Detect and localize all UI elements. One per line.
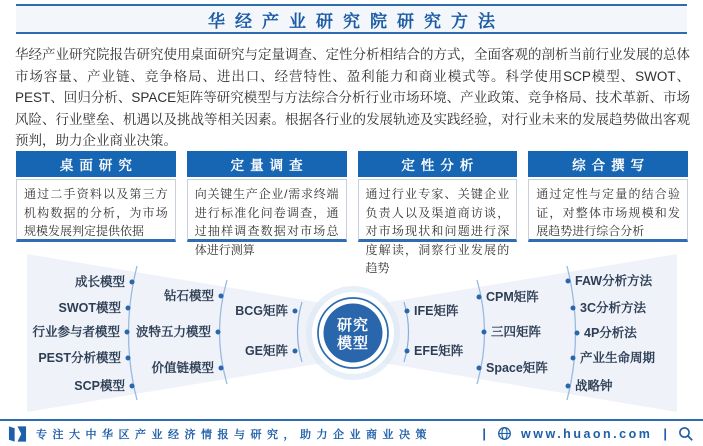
bullet-dot-icon bbox=[571, 306, 576, 311]
bullet-dot-icon bbox=[125, 330, 130, 335]
model-label-pest: PEST分析模型 bbox=[38, 351, 121, 365]
model-label-growth: 成长模型 bbox=[74, 275, 125, 289]
card-title: 定性分析 bbox=[358, 151, 518, 177]
globe-icon bbox=[497, 426, 512, 441]
model-label-cpm: CPM矩阵 bbox=[486, 290, 539, 304]
method-card-qualitative-analysis bbox=[358, 151, 518, 275]
card-title: 综合撰写 bbox=[528, 151, 688, 177]
intro-paragraph: 华经产业研究院报告研究使用桌面研究与定量调查、定性分析相结合的方式，全面客观的剖析当前行业发展的总体市场容量、产业链、竞争格局、进出口、经营特性、盈利能力和商业模式等。科学使用SCP模型、SWOT、PEST、回归分析、SPACE矩阵等研究模型与方法综合分析行业市场环境、产业政策、竞争格局、技术革新、市场风险、行业壁垒、机遇以及挑战等相关因素。根据各行业的发展轨迹及实践经验，对行业未来的发展趋势做出客观预判，助力企业商业决策。 bbox=[15, 47, 690, 148]
bullet-dot-icon bbox=[477, 366, 482, 371]
model-label-industry-lifecycle: 产业生命周期 bbox=[580, 351, 656, 365]
search-icon[interactable] bbox=[678, 426, 694, 442]
bullet-dot-icon bbox=[216, 330, 221, 335]
bullet-dot-icon bbox=[130, 384, 135, 389]
bullet-dot-icon bbox=[566, 279, 571, 284]
method-card-quantitative-survey bbox=[187, 151, 347, 257]
footer-slogan: 专注大中华区产业经济情报与研究，助力企业商业决策 bbox=[36, 428, 432, 441]
research-model-diagram bbox=[0, 250, 703, 416]
footer-right bbox=[480, 426, 694, 442]
page-title: 华经产业研究院研究方法 bbox=[208, 11, 505, 31]
footer-separator: | bbox=[482, 426, 486, 441]
bullet-dot-icon bbox=[405, 349, 410, 354]
model-label-strategy-clock: 战略钟 bbox=[575, 379, 613, 393]
model-label-five-forces: 波特五力模型 bbox=[135, 325, 211, 339]
model-label-space: Space矩阵 bbox=[486, 361, 548, 375]
bullet-dot-icon bbox=[293, 349, 298, 354]
model-label-3c: 3C分析方法 bbox=[580, 301, 646, 315]
model-label-three-four: 三四矩阵 bbox=[491, 325, 542, 339]
bullet-dot-icon bbox=[405, 309, 410, 314]
bullet-dot-icon bbox=[219, 294, 224, 299]
footer-bar bbox=[0, 419, 703, 446]
bullet-dot-icon bbox=[575, 331, 580, 336]
model-label-bcg: BCG矩阵 bbox=[235, 304, 288, 318]
website-link[interactable]: www.huaon.com bbox=[521, 426, 653, 441]
center-label-line2: 模型 bbox=[336, 335, 370, 352]
model-label-faw: FAW分析方法 bbox=[575, 274, 653, 288]
model-label-ife: IFE矩阵 bbox=[414, 304, 459, 318]
bullet-dot-icon bbox=[126, 306, 131, 311]
card-description: 通过二手资料以及第三方机构数据的分析，为市场规模发展判定提供依据 bbox=[16, 179, 176, 242]
method-card-comprehensive-writing bbox=[528, 151, 688, 242]
bullet-dot-icon bbox=[482, 330, 487, 335]
bullet-dot-icon bbox=[219, 366, 224, 371]
card-description: 通过定性与定量的结合验证，对整体市场规模和发展趋势进行综合分析 bbox=[528, 179, 688, 242]
card-title: 桌面研究 bbox=[16, 151, 176, 177]
model-label-ge: GE矩阵 bbox=[244, 344, 288, 358]
header-band bbox=[16, 4, 687, 34]
model-label-efe: EFE矩阵 bbox=[414, 344, 464, 358]
model-label-value-chain: 价值链模型 bbox=[151, 361, 214, 375]
bullet-dot-icon bbox=[293, 309, 298, 314]
model-label-scp: SCP模型 bbox=[74, 379, 125, 393]
model-label-industry-participant: 行业参与者模型 bbox=[32, 325, 120, 339]
huaon-logo-icon bbox=[8, 425, 27, 443]
bullet-dot-icon bbox=[126, 356, 131, 361]
footer-left bbox=[8, 425, 432, 443]
model-label-4p: 4P分析法 bbox=[584, 326, 637, 340]
method-cards-row bbox=[16, 151, 688, 275]
bullet-dot-icon bbox=[130, 280, 135, 285]
model-label-swot: SWOT模型 bbox=[58, 301, 121, 315]
method-card-desk-research bbox=[16, 151, 176, 242]
card-title: 定量调查 bbox=[187, 151, 347, 177]
card-description: 通过行业专家、关键企业负责人以及渠道商访谈，对市场现状和问题进行深度解读，洞察行业发展的趋势 bbox=[358, 179, 518, 242]
model-label-diamond: 钻石模型 bbox=[163, 289, 214, 303]
card-description: 向关键生产企业/需求终端进行标准化问卷调查，通过抽样调查数据对市场总体进行测算 bbox=[187, 179, 347, 242]
bullet-dot-icon bbox=[477, 295, 482, 300]
footer-separator: | bbox=[663, 426, 667, 441]
bullet-dot-icon bbox=[571, 356, 576, 361]
bullet-dot-icon bbox=[566, 384, 571, 389]
center-label-line1: 研究 bbox=[336, 317, 370, 334]
